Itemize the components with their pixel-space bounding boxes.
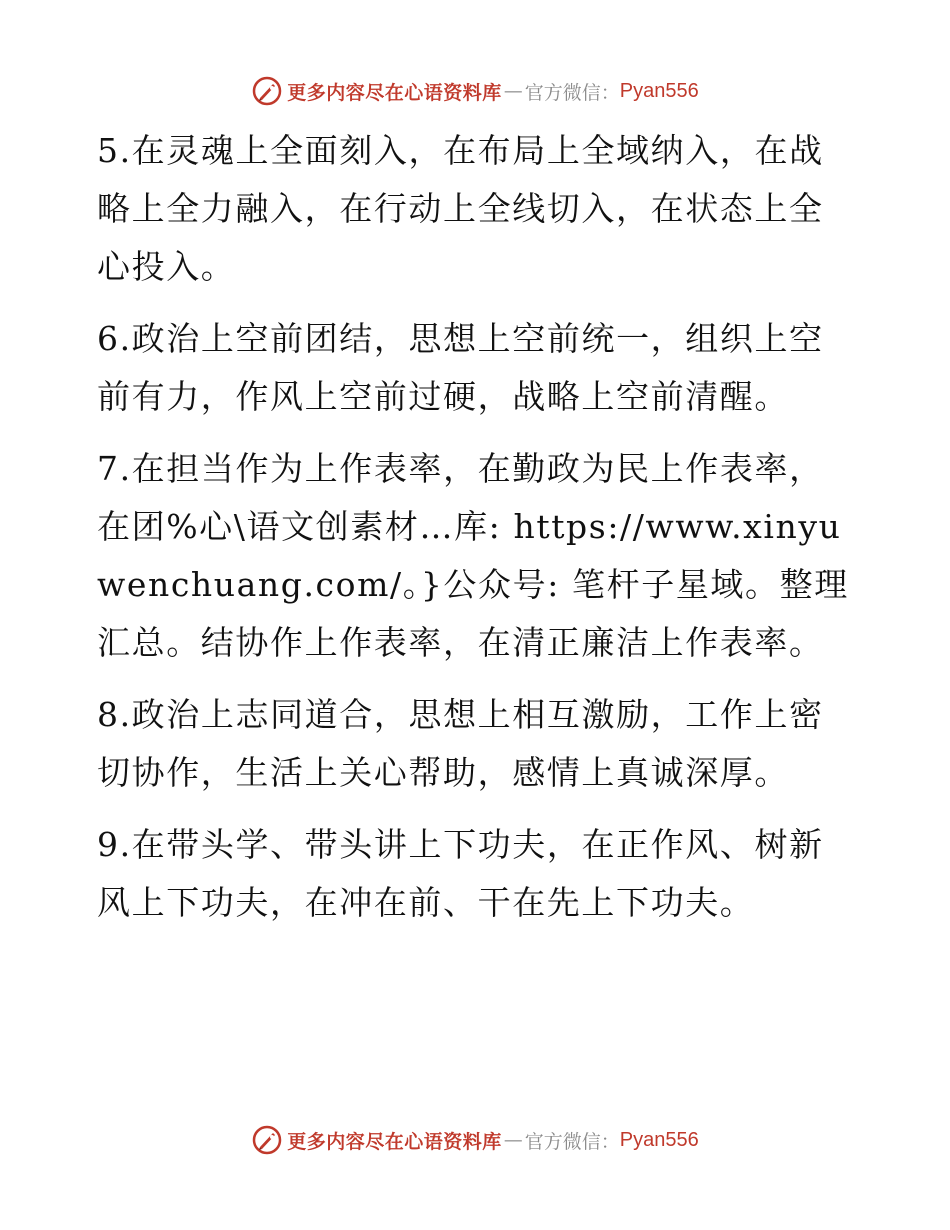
footer-banner [0, 1118, 950, 1162]
banner-contact-label: 官方微信： [524, 81, 620, 104]
quill-pen-logo-icon [251, 1124, 283, 1156]
header-banner [0, 69, 950, 113]
banner-wechat-handle: Pyan556 [619, 1128, 699, 1151]
paragraph-6: 6.政治上空前团结，思想上空前统一，组织上空前有力，作风上空前过硬，战略上空前清醒。 [97, 319, 824, 416]
paragraph-9: 9.在带头学、带头讲上下功夫，在正作风、树新风上下功夫，在冲在前、干在先上下功夫。 [97, 825, 824, 922]
paragraph-7: 7.在担当作为上作表率，在勤政为民上作表率，在团%心\语文创素材…库: https://www.xinyuwenchuang.com/。}公众号: 笔杆子星域。整理汇总。结协作上作表率，在清正廉洁上作表率。 [97, 449, 849, 662]
banner-dash: — [503, 80, 523, 102]
banner-title: 更多内容尽在心语资料库 [287, 1130, 502, 1153]
banner-contact-label: 官方微信： [524, 1130, 620, 1153]
paragraph-8: 8.政治上志同道合，思想上相互激励，工作上密切协作，生活上关心帮助，感情上真诚深厚。 [97, 695, 824, 792]
document-body [97, 122, 857, 946]
banner-wechat-handle: Pyan556 [619, 79, 699, 102]
banner-dash: — [503, 1129, 523, 1151]
paragraph-5: 5.在灵魂上全面刻入，在布局上全域纳入，在战略上全力融入，在行动上全线切入，在状态上全心投入。 [97, 131, 824, 286]
banner-title: 更多内容尽在心语资料库 [287, 81, 502, 104]
quill-pen-logo-icon [251, 75, 283, 107]
